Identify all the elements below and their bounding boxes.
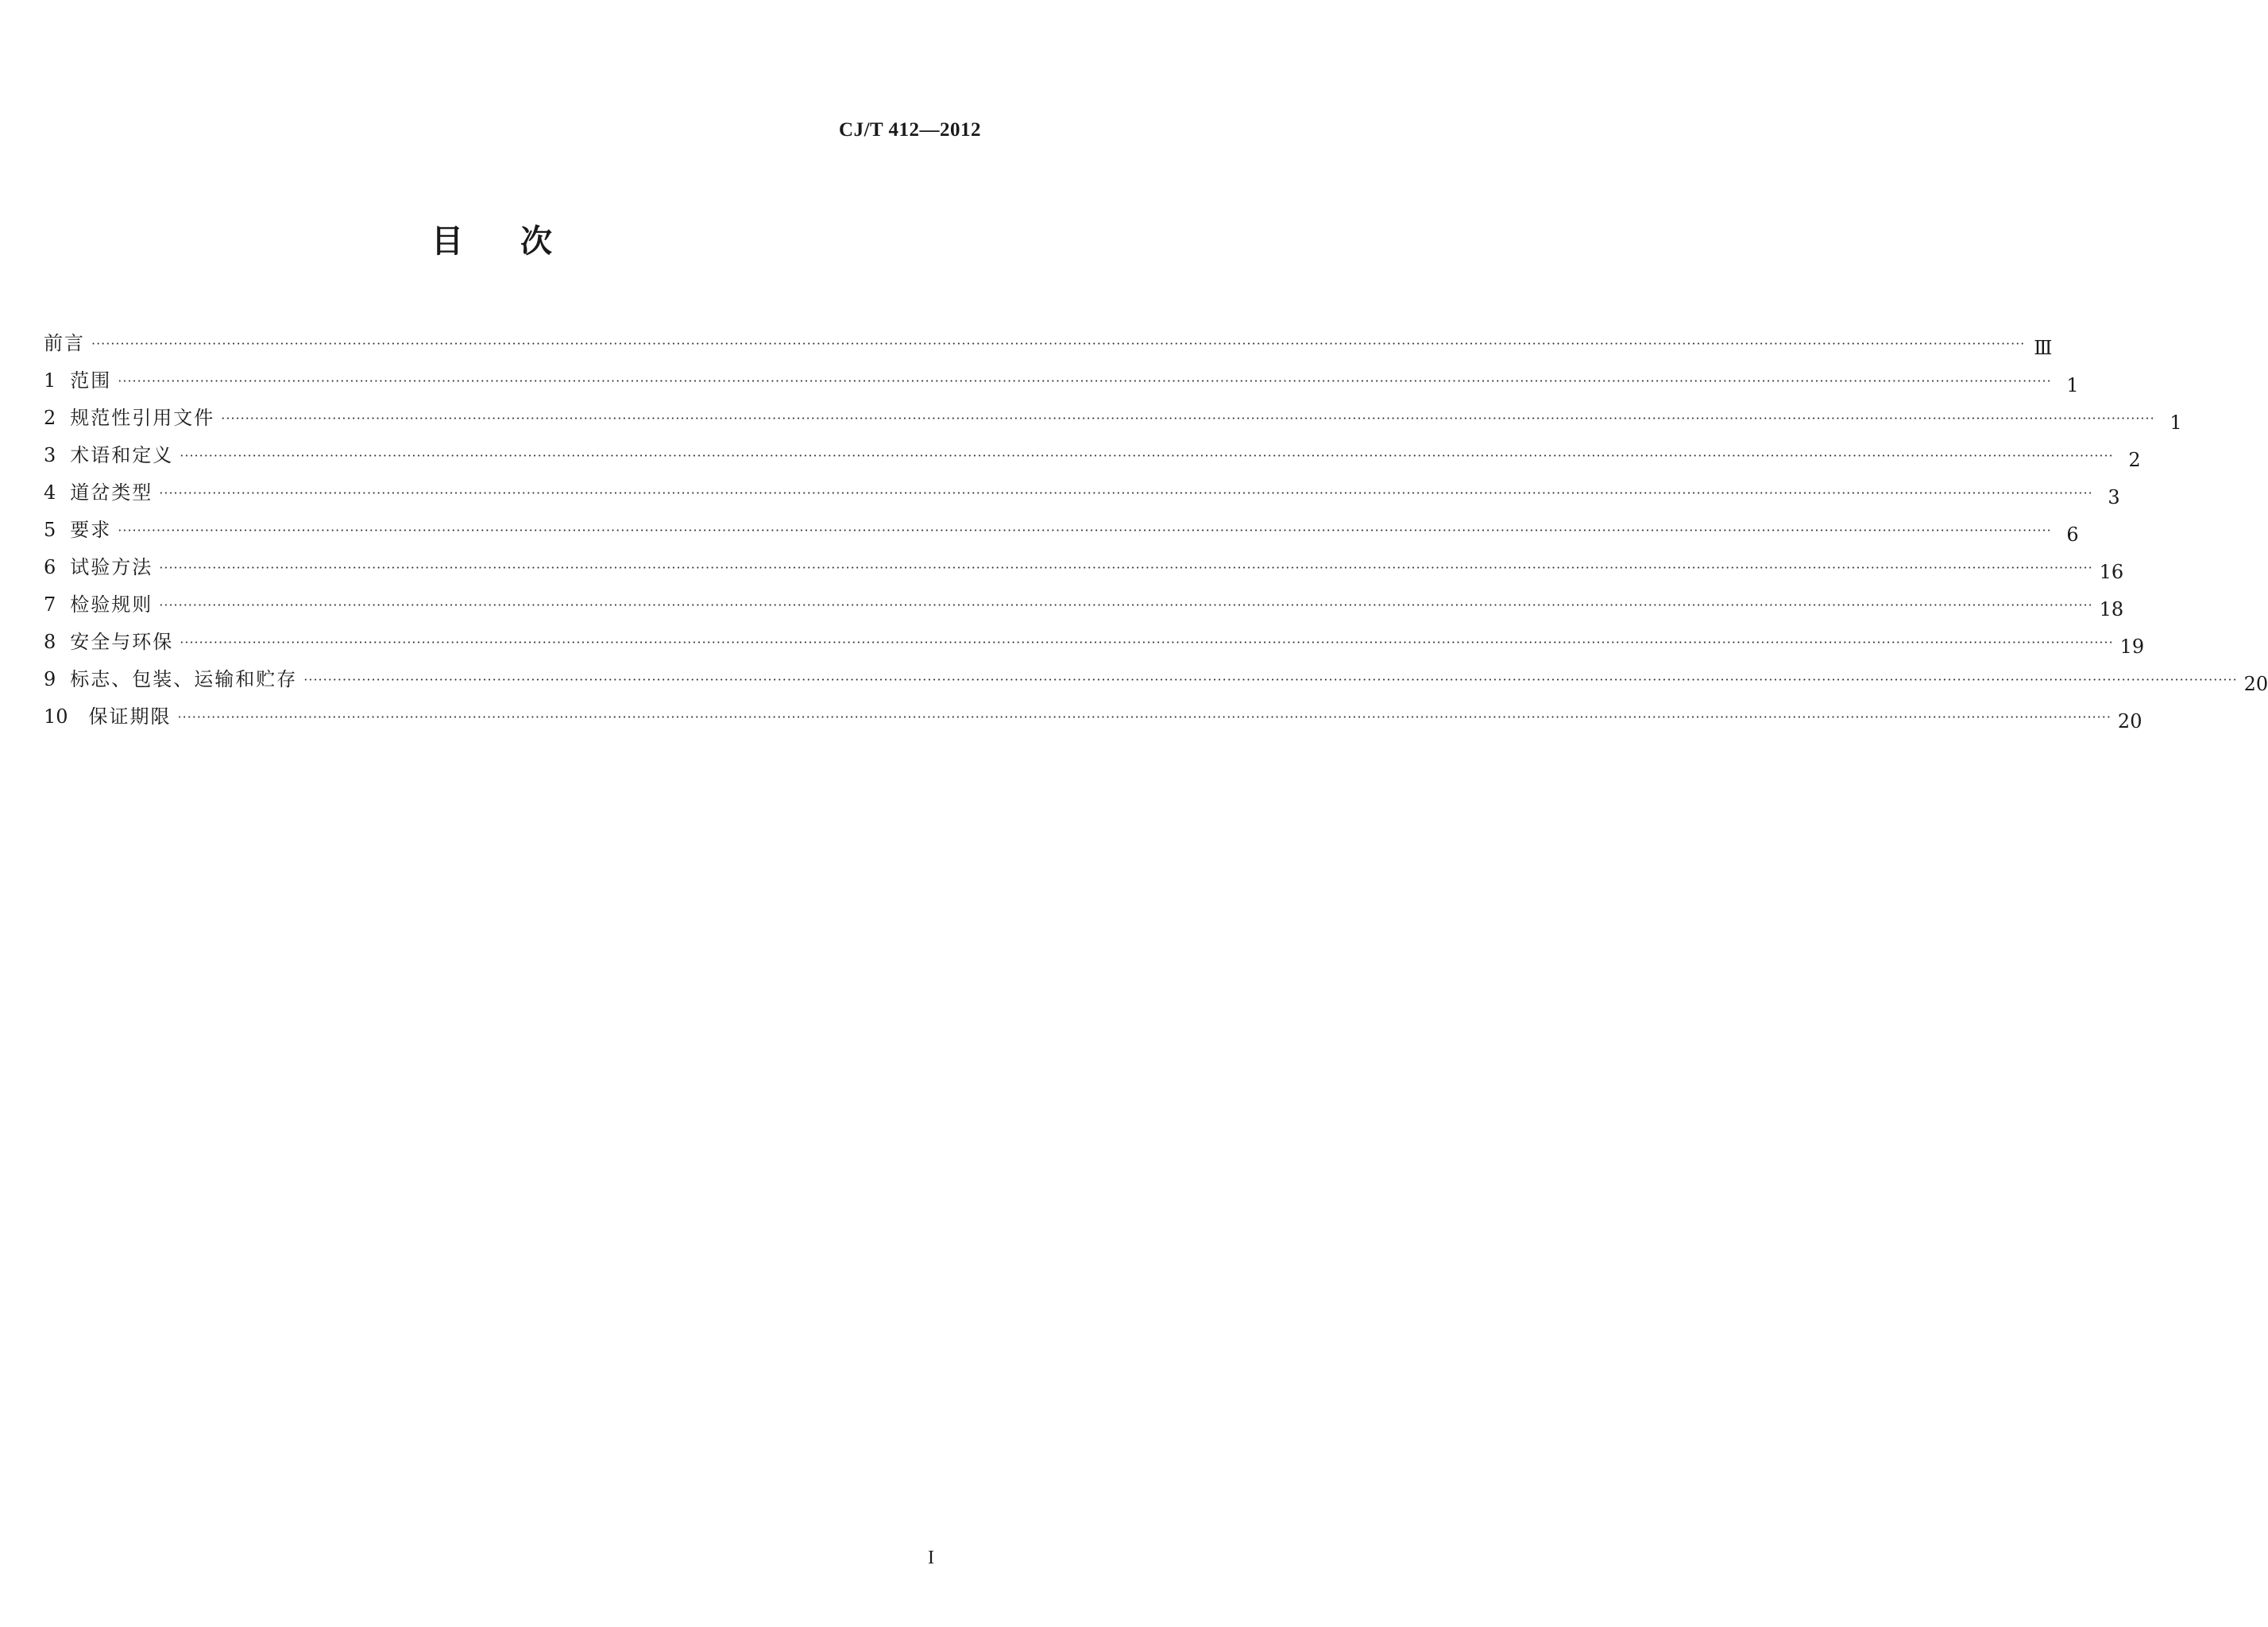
- toc-entry-foreword[interactable]: [44, 318, 2053, 359]
- page-number: I: [928, 1548, 934, 1568]
- toc-entry-page: 20: [2243, 673, 2268, 695]
- toc-entry-number: 1: [44, 369, 56, 392]
- toc-entry-6[interactable]: [44, 542, 2124, 583]
- toc-entry-1[interactable]: [44, 355, 2079, 396]
- toc-leader-dots: ················································································································································································································································································································································································································: [91, 336, 2026, 351]
- toc-entry-label: 要求: [70, 519, 112, 541]
- toc-leader-dots: ················································································································································································································································································································································································································: [303, 672, 2238, 687]
- toc-entry-page: 16: [2099, 561, 2124, 583]
- toc-entry-4[interactable]: [44, 467, 2120, 508]
- toc-entry-number: 2: [44, 407, 56, 429]
- toc-leader-dots: ················································································································································································································································································································································································································: [118, 523, 2052, 538]
- toc-entry-number: 10: [44, 705, 68, 728]
- toc-entry-number: 8: [44, 631, 56, 653]
- standard-code: CJ/T 412—2012: [839, 119, 981, 141]
- toc-entry-page: 18: [2099, 598, 2124, 620]
- toc-entry-2[interactable]: [44, 392, 2182, 434]
- toc-entry-label: 保证期限: [88, 705, 172, 728]
- table-of-contents: [44, 318, 2268, 732]
- toc-entry-page: 2: [2128, 449, 2141, 471]
- toc-entry-page: 19: [2119, 636, 2145, 658]
- toc-entry-number: 4: [44, 481, 56, 504]
- toc-entry-number: 5: [44, 519, 56, 541]
- toc-entry-5[interactable]: [44, 504, 2079, 546]
- toc-entry-page: 3: [2108, 486, 2120, 508]
- toc-entry-label: 检验规则: [70, 593, 153, 616]
- toc-entry-label: 前言: [44, 332, 85, 354]
- toc-entry-page: 1: [2066, 374, 2079, 396]
- toc-leader-dots: ················································································································································································································································································································································································································: [180, 448, 2114, 463]
- toc-entry-number: 3: [44, 444, 56, 466]
- toc-entry-number: 9: [44, 668, 56, 690]
- toc-entry-page: Ⅲ: [2034, 337, 2053, 359]
- toc-entry-page: 20: [2117, 710, 2142, 732]
- toc-entry-7[interactable]: [44, 579, 2124, 620]
- toc-entry-label: 安全与环保: [70, 631, 174, 653]
- toc-entry-number: 7: [44, 593, 56, 616]
- toc-entry-label: 规范性引用文件: [70, 407, 215, 429]
- toc-entry-3[interactable]: [44, 430, 2141, 471]
- toc-title-part-2: 次: [520, 223, 554, 260]
- toc-leader-dots: ················································································································································································································································································································································································································: [221, 411, 2155, 426]
- toc-entry-label: 范围: [70, 369, 112, 392]
- toc-leader-dots: ················································································································································································································································································································································································································: [159, 485, 2093, 500]
- toc-entry-page: 1: [2169, 412, 2182, 434]
- toc-entry-label: 标志、包装、运输和贮存: [70, 668, 298, 690]
- toc-entry-8[interactable]: [44, 616, 2145, 658]
- toc-entry-9[interactable]: [44, 654, 2268, 695]
- toc-leader-dots: ················································································································································································································································································································································································································: [159, 597, 2093, 613]
- toc-leader-dots: ················································································································································································································································································································································································································: [159, 560, 2093, 575]
- toc-entry-page: 6: [2066, 524, 2079, 546]
- toc-title-part-1: 目: [431, 223, 465, 260]
- toc-entry-10[interactable]: [44, 691, 2142, 732]
- toc-leader-dots: ················································································································································································································································································································································································································: [180, 635, 2114, 650]
- toc-entry-label: 试验方法: [70, 556, 153, 578]
- toc-leader-dots: ················································································································································································································································································································································································································: [177, 709, 2112, 725]
- toc-leader-dots: ················································································································································································································································································································································································································: [118, 373, 2052, 388]
- toc-entry-label: 道岔类型: [70, 481, 153, 504]
- toc-entry-number: 6: [44, 556, 56, 578]
- toc-entry-label: 术语和定义: [70, 444, 174, 466]
- toc-title: [0, 216, 985, 261]
